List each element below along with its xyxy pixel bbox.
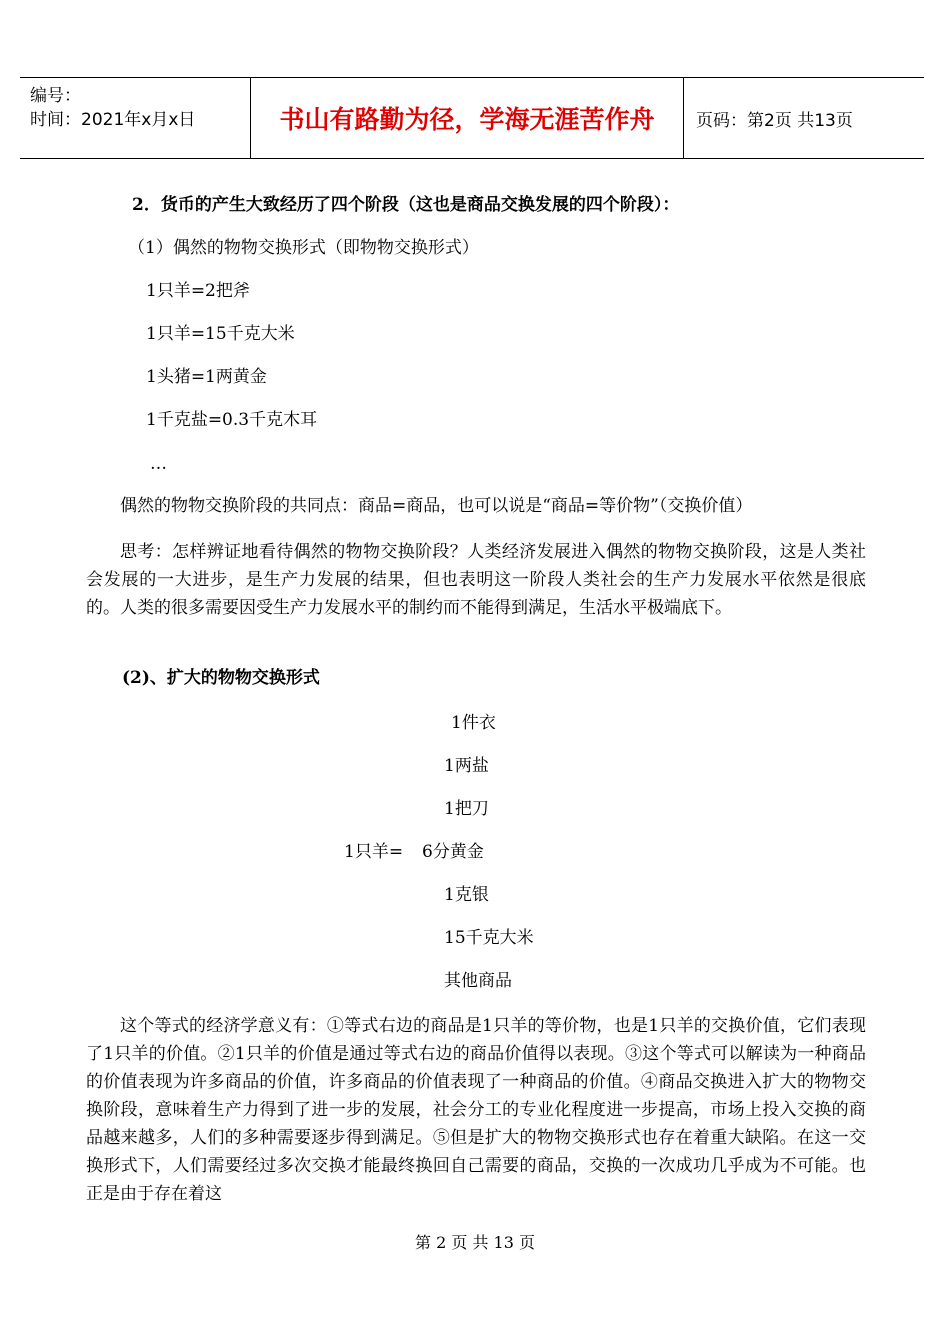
example-line: 1千克盐=0.3千克木耳 [146,410,318,430]
example-ellipsis: … [150,454,167,474]
page-header [20,77,924,159]
equation-item: 15千克大米 [444,928,534,948]
equation-item: 1把刀 [444,799,489,819]
number-label: 编号： [30,86,81,106]
time-label: 时间：2021年x月x日 [30,110,196,130]
meaning-paragraph: 这个等式的经济学意义有：①等式右边的商品是1只羊的等价物，也是1只羊的交换价值，它们表现了1只羊的价值。②1只羊的价值是通过等式右边的商品价值得以表现。③这个等式可以解读为一种商品的价值表现为许多商品的价值，许多商品的价值表现了一种商品的价值。④商品交换进入扩大的物物交换阶段，意味着生产力得到了进一步的发展，社会分工的专业化程度进一步提高，市场上投入交换的商品越来越多，人们的多种需要逐步得到满足。⑤但是扩大的物物交换形式也存在着重大缺陷。在这一交换形式下，人们需要经过多次交换才能最终换回自己需要的商品，交换的一次成功几乎成为不可能。也正是由于存在着这 [86,1016,866,1204]
header-meta [20,78,251,158]
equation-item: 1件衣 [451,713,496,733]
equation-item: 1克银 [444,885,489,905]
equation-item: 其他商品 [444,971,512,991]
example-line: 1只羊=15千克大米 [146,324,295,344]
equation-item: 6分黄金 [422,842,484,862]
subsection-1-heading: （1）偶然的物物交换形式（即物物交换形式） [128,238,479,258]
header-page-info: 页码：第2页 共13页 [696,110,853,131]
subsection-2-heading: (2)、扩大的物物交换形式 [122,668,320,688]
section-heading: 2．货币的产生大致经历了四个阶段（这也是商品交换发展的四个阶段）： [132,195,680,215]
common-point-text: 偶然的物物交换阶段的共同点：商品=商品，也可以说是“商品=等价物”（交换价值） [120,496,753,516]
example-line: 1只羊=2把斧 [146,281,250,301]
page-footer: 第 2 页 共 13 页 [415,1233,535,1252]
equation-item: 1两盐 [444,756,489,776]
thinking-paragraph: 思考：怎样辨证地看待偶然的物物交换阶段？人类经济发展进入偶然的物物交换阶段，这是人类社会发展的一大进步，是生产力发展的结果，但也表明这一阶段人类社会的生产力发展水平依然是很底的。人类的很多需要因受生产力发展水平的制约而不能得到满足，生活水平极端底下。 [86,542,866,618]
equation-lhs: 1只羊= [344,842,404,862]
example-line: 1头猪=1两黄金 [146,367,267,387]
header-motto: 书山有路勤为径，学海无涯苦作舟 [251,78,684,158]
